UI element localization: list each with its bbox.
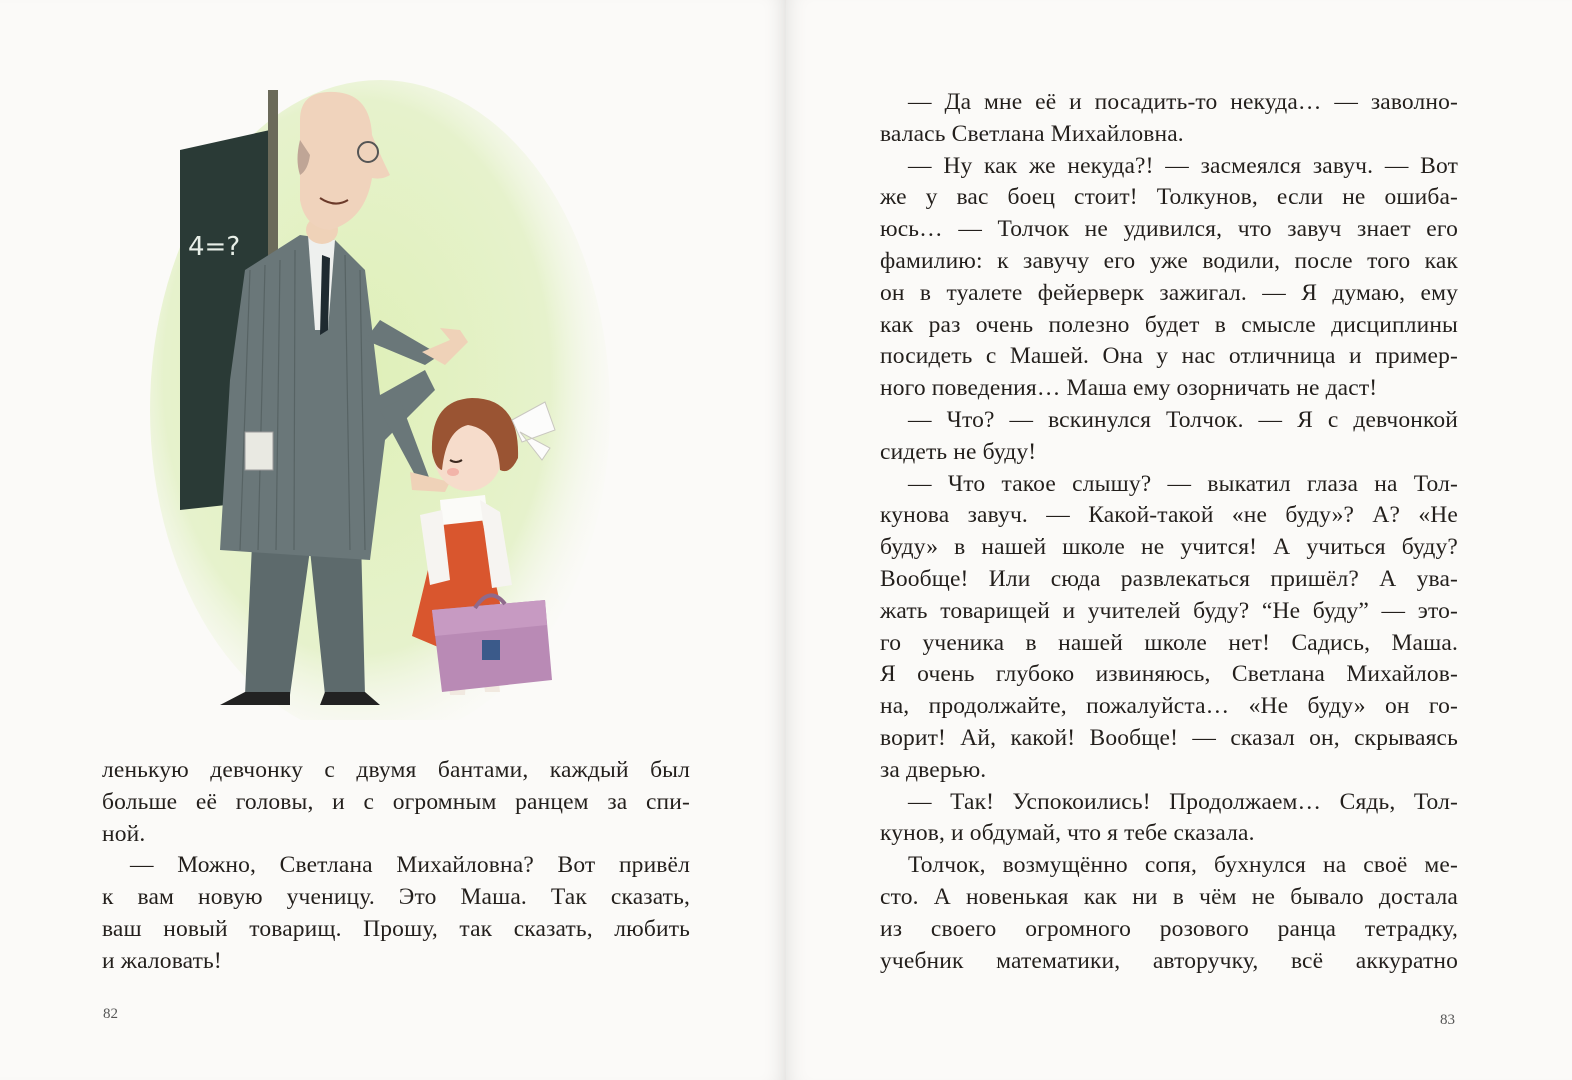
text-line: ной. bbox=[102, 820, 146, 847]
text-line: сидеть не буду! bbox=[880, 438, 1037, 465]
text-line: ленькую девчонку с двумя бантами, каждый был bbox=[102, 757, 690, 783]
text-line: учебник математики, авторучку, всё аккуратно bbox=[880, 947, 1458, 974]
pocket-newspaper bbox=[245, 432, 273, 470]
text-line: ного поведения… Маша ему озорничать не даст! bbox=[880, 375, 1378, 402]
text-line: к вам новую ученицу. Это Маша. Так сказать, bbox=[102, 884, 690, 911]
text-line: — Да мне её и посадить-то некуда… — заволно- bbox=[908, 89, 1458, 115]
text-line: юсь… — Толчок не удивился, что завуч знает его bbox=[880, 216, 1458, 243]
right-page-text bbox=[880, 87, 1458, 977]
text-line: кунов, и обдумай, что я тебе сказала. bbox=[880, 820, 1255, 847]
text-line: го ученика в нашей школе нет! Садись, Маша. bbox=[880, 629, 1458, 656]
text-line: ваш новый товарищ. Прошу, так сказать, любить bbox=[102, 915, 690, 942]
text-line: он в туалете фейерверк зажигал. — Я думаю, ему bbox=[880, 279, 1458, 306]
text-line: кунова завуч. — Какой-такой «не буду»? А? «Не bbox=[880, 502, 1458, 529]
text-line: — Ну как же некуда?! — засмеялся завуч. — Вот bbox=[908, 152, 1458, 179]
text-line: ворит! Ай, какой! Вообще! — сказал он, скрываясь bbox=[880, 724, 1458, 751]
text-line: валась Светлана Михайловна. bbox=[880, 120, 1184, 147]
text-line: и жаловать! bbox=[102, 947, 222, 974]
page-number-left: 82 bbox=[103, 1006, 118, 1022]
chalkboard-text: 4=? bbox=[188, 232, 241, 262]
bag-clasp bbox=[482, 640, 500, 660]
illustration-teacher-and-girl bbox=[150, 80, 610, 720]
text-line: Вообще! Или сюда развлекаться пришёл? А ува- bbox=[880, 565, 1458, 592]
girl-blouse bbox=[440, 495, 488, 525]
text-line: фамилию: к завучу его уже водили, после того как bbox=[880, 247, 1458, 274]
text-line: Я очень глубоко извиняюсь, Светлана Михайлов- bbox=[880, 661, 1458, 688]
text-line: из своего огромного розового ранца тетрадку, bbox=[880, 915, 1458, 942]
text-line: же у вас боец стоит! Толкунов, если не ошиба- bbox=[880, 184, 1458, 211]
left-page-text bbox=[102, 755, 690, 978]
text-line: — Что такое слышу? — выкатил глаза на Тол- bbox=[908, 470, 1458, 497]
text-line: буду» в нашей школе не учится! А учиться буду? bbox=[880, 534, 1458, 561]
text-line: Толчок, возмущённо сопя, бухнулся на своё ме- bbox=[908, 852, 1458, 879]
text-line: посидеть с Машей. Она у нас отличница и пример- bbox=[880, 343, 1458, 370]
text-line: за дверью. bbox=[880, 756, 987, 783]
text-line: жать товарищей и учителей буду? “Не буду” — это- bbox=[880, 597, 1458, 624]
text-line: — Можно, Светлана Михайловна? Вот привёл bbox=[130, 852, 690, 879]
page-number-right: 83 bbox=[1440, 1012, 1455, 1028]
text-line: больше её головы, и с огромным ранцем за спи- bbox=[102, 788, 690, 815]
text-line: — Так! Успокоились! Продолжаем… Сядь, Тол- bbox=[908, 788, 1458, 815]
text-line: — Что? — вскинулся Толчок. — Я с девчонкой bbox=[908, 406, 1458, 433]
text-line: на, продолжайте, пожалуйста… «Не буду» он го- bbox=[880, 693, 1458, 720]
text-line: как раз очень полезно будет в смысле дисциплины bbox=[880, 311, 1458, 338]
text-line: сто. А новенькая как ни в чём не бывало достала bbox=[880, 883, 1458, 910]
